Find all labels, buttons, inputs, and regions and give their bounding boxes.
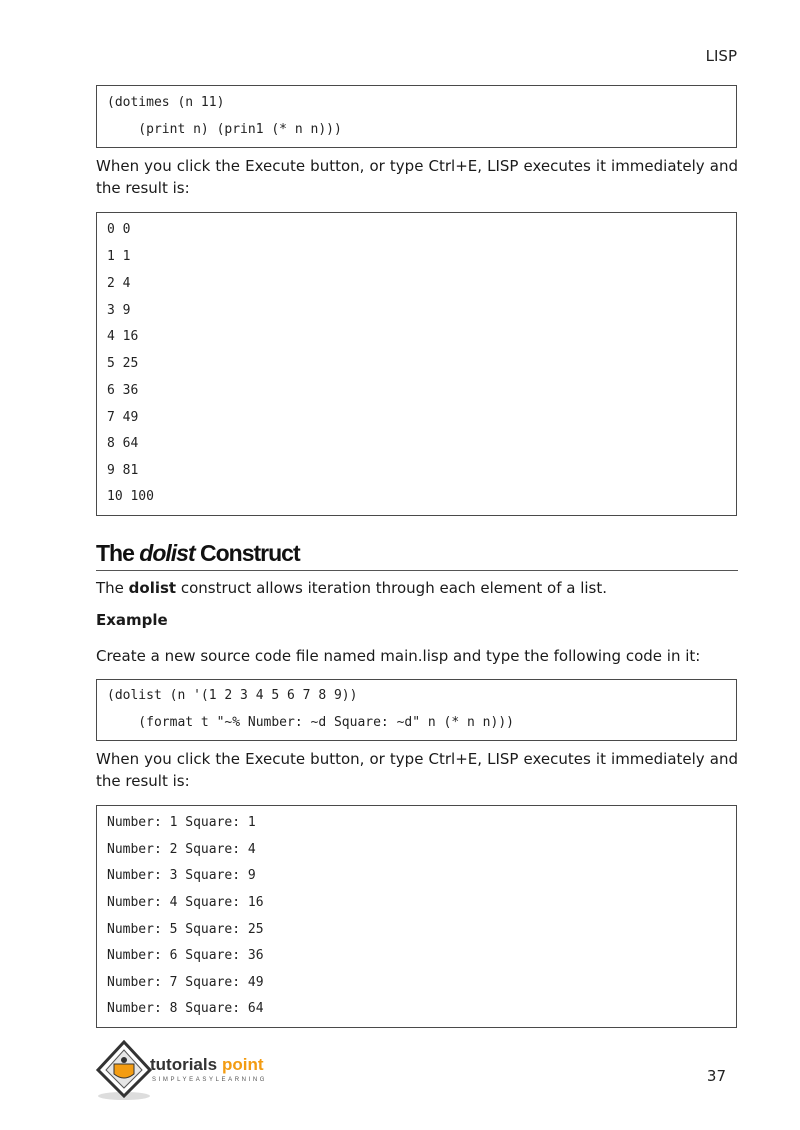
logo-tagline: SIMPLYEASYLEARNING bbox=[152, 1077, 268, 1083]
section-divider bbox=[96, 570, 738, 571]
section-heading bbox=[96, 540, 300, 567]
code-line: (print n) (prin1 (* n n))) bbox=[107, 122, 342, 137]
output-block-dolist bbox=[96, 805, 737, 1028]
output-line: 2 4 bbox=[107, 276, 131, 291]
output-line: Number: 4 Square: 16 bbox=[107, 895, 264, 910]
code-line: (format t "~% Number: ~d Square: ~d" n (* n n))) bbox=[107, 715, 514, 730]
output-line: Number: 7 Square: 49 bbox=[107, 975, 264, 990]
code-block-dotimes bbox=[96, 85, 737, 148]
page-number: 37 bbox=[706, 1067, 726, 1085]
logo-text-accent: point bbox=[222, 1055, 264, 1074]
output-block-dotimes bbox=[96, 212, 737, 516]
output-line: 10 100 bbox=[107, 489, 154, 504]
running-header: LISP bbox=[705, 47, 737, 65]
output-line: Number: 6 Square: 36 bbox=[107, 948, 264, 963]
output-line: 9 81 bbox=[107, 463, 139, 478]
bold-term: dolist bbox=[128, 579, 177, 597]
output-line: 5 25 bbox=[107, 356, 139, 371]
section-heading-post: Construct bbox=[194, 540, 300, 566]
paragraph-result-intro: When you click the Execute button, or type Ctrl+E, LISP executes it immediately and the result is: bbox=[96, 157, 738, 197]
code-line: (dotimes (n 11) bbox=[107, 95, 225, 110]
paragraph-result-intro: When you click the Execute button, or type Ctrl+E, LISP executes it immediately and the result is: bbox=[96, 750, 738, 790]
example-heading: Example bbox=[96, 611, 168, 629]
section-heading-pre: The bbox=[96, 540, 140, 566]
output-line: Number: 5 Square: 25 bbox=[107, 922, 264, 937]
text: construct allows iteration through each element of a list. bbox=[176, 579, 608, 597]
output-line: 3 9 bbox=[107, 303, 131, 318]
paragraph-dolist-description bbox=[96, 577, 738, 599]
logo-dot bbox=[121, 1057, 127, 1063]
paragraph-create-file: Create a new source code file named main.lisp and type the following code in it: bbox=[96, 647, 701, 665]
output-line: Number: 8 Square: 64 bbox=[107, 1001, 264, 1016]
logo-text-main: tutorials bbox=[150, 1055, 218, 1074]
output-line: Number: 1 Square: 1 bbox=[107, 815, 256, 830]
output-line: 7 49 bbox=[107, 410, 139, 425]
output-line: Number: 2 Square: 4 bbox=[107, 842, 256, 857]
tutorialspoint-logo bbox=[94, 1040, 294, 1102]
text: The bbox=[96, 579, 129, 597]
output-line: Number: 3 Square: 9 bbox=[107, 868, 256, 883]
output-line: 6 36 bbox=[107, 383, 139, 398]
output-line: 1 1 bbox=[107, 249, 131, 264]
output-line: 0 0 bbox=[107, 222, 131, 237]
output-line: 4 16 bbox=[107, 329, 139, 344]
code-block-dolist bbox=[96, 679, 737, 741]
logo-cup bbox=[114, 1064, 134, 1078]
section-heading-em: dolist bbox=[139, 540, 195, 566]
output-line: 8 64 bbox=[107, 436, 139, 451]
code-line: (dolist (n '(1 2 3 4 5 6 7 8 9)) bbox=[107, 688, 358, 703]
